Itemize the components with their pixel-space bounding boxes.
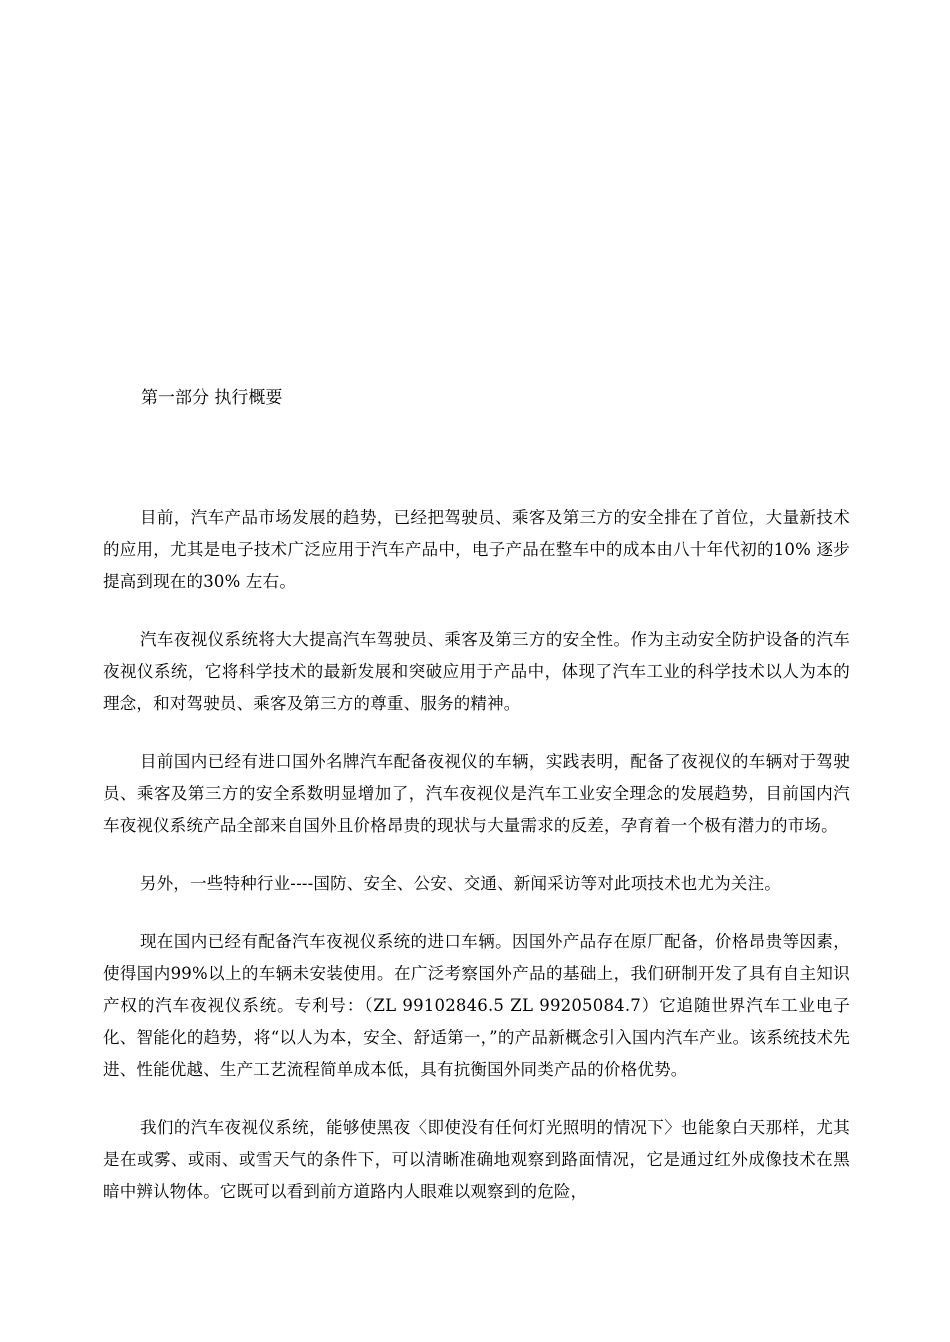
paragraph-market-trend: 目前，汽车产品市场发展的趋势，已经把驾驶员、乘客及第三方的安全排在了首位，大量新技术的应用，尤其是电子技术广泛应用于汽车产品中，电子产品在整车中的成本由八十年代初的10% 逐步提高到现在的30% 左右。 [103, 508, 850, 591]
document-page [103, 382, 850, 1234]
paragraph-system-capability: 我们的汽车夜视仪系统，能够使黑夜〈即使没有任何灯光照明的情况下〉也能象白天那样，尤其是在或雾、或雨、或雪天气的条件下，可以清晰准确地观察到路面情况，它是通过红外成像技术在黑暗中辨认物体。它既可以看到前方道路内人眼难以观察到的危险， [103, 1118, 850, 1201]
paragraph-night-vision-safety: 汽车夜视仪系统将大大提高汽车驾驶员、乘客及第三方的安全性。作为主动安全防护设备的汽车夜视仪系统，它将科学技术的最新发展和突破应用于产品中，体现了汽车工业的科学技术以人为本的理念，和对驾驶员、乘客及第三方的尊重、服务的精神。 [103, 630, 850, 713]
paragraph-domestic-market: 目前国内已经有进口国外名牌汽车配备夜视仪的车辆，实践表明，配备了夜视仪的车辆对于驾驶员、乘客及第三方的安全系数明显增加了，汽车夜视仪是汽车工业安全理念的发展趋势，目前国内汽车夜视仪系统产品全部来自国外且价格昂贵的现状与大量需求的反差，孕育着一个极有潜力的市场。 [103, 752, 850, 835]
paragraph-product-development: 现在国内已经有配备汽车夜视仪系统的进口车辆。因国外产品存在原厂配备，价格昂贵等因素，使得国内99%以上的车辆未安装使用。在广泛考察国外产品的基础上，我们研制开发了具有自主知识产权的汽车夜视仪系统。专利号：（ZL 99102846.5 ZL 99205084.7）它追随世界汽车工业电子化、智能化的趋势，将“以人为本，安全、舒适第一，”的产品新概念引入国内汽车产业。该系统技术先进、性能优越、生产工艺流程简单成本低，具有抗衡国外同类产品的价格优势。 [103, 932, 850, 1079]
paragraph-special-industries: 另外，一些特种行业----国防、安全、公安、交通、新闻采访等对此项技术也尤为关注。 [140, 874, 782, 893]
section-heading: 第一部分 执行概要 [141, 388, 283, 408]
